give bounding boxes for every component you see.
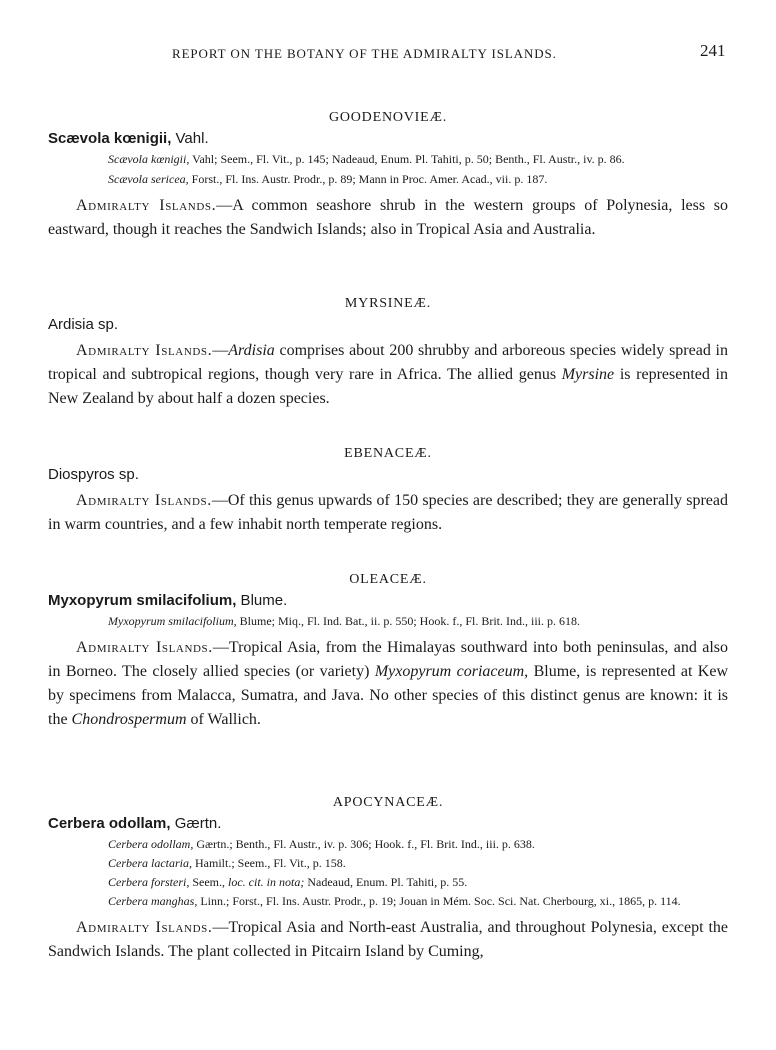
distribution-text: —A common seashore shrub in the western groups of Polynesia, less so eastward, though it reaches the Sandwich Islands; also in Tropical Asia and Australia. — [48, 197, 728, 238]
species-heading — [48, 316, 728, 333]
genus-name: Myrsine — [561, 366, 615, 383]
species-heading — [48, 466, 728, 483]
section-apocynaceae — [48, 795, 728, 964]
synonym-name: Cerbera odollam, — [108, 837, 194, 851]
synonym-reference: Blume; Miq., Fl. Ind. Bat., ii. p. 550; Hook. f., Fl. Brit. Ind., iii. p. 618. — [236, 614, 580, 628]
synonym-name: Myxopyrum smilacifolium, — [108, 614, 237, 628]
synonym-citation — [48, 836, 728, 853]
synonym-name: Scævola kœnigii, — [108, 152, 190, 166]
distribution-paragraph — [48, 916, 728, 964]
species-name: Scævola kœnigii, — [48, 130, 172, 147]
synonym-reference: Forst., Fl. Ins. Austr. Prodr., p. 89; Mann in Proc. Amer. Acad., vii. p. 187. — [188, 172, 548, 186]
section-goodenovieae — [48, 110, 728, 242]
species-heading — [48, 815, 728, 832]
distribution-text: —Tropical Asia and North-east Australia, and throughout Polynesia, except the Sandwich Islands. The plant collected in Pitcairn Island by Cuming, — [48, 919, 729, 960]
synonym-reference: Linn.; Forst., Fl. Ins. Austr. Prodr., p. 19; Jouan in Mém. Soc. Sci. Nat. Cherbourg, xi., 1865, p. 114. — [197, 894, 681, 908]
synonym-name: Scævola sericea, — [108, 172, 189, 186]
species-heading — [48, 130, 728, 147]
synonym-reference: Gærtn.; Benth., Fl. Austr., iv. p. 306; Hook. f., Fl. Brit. Ind., iii. p. 638. — [193, 837, 535, 851]
synonym-name: Cerbera lactaria, — [108, 856, 192, 870]
distribution-paragraph — [48, 489, 728, 537]
distribution-text: is represented in New Zealand by about half a dozen species. — [48, 366, 728, 407]
distribution-text: of Wallich. — [186, 711, 261, 728]
locality-label: Admiralty Islands. — [76, 197, 217, 214]
running-header — [0, 38, 776, 68]
species-author: Gærtn. — [170, 815, 222, 832]
species-author: Blume. — [236, 592, 288, 609]
distribution-text: Blume, is represented at Kew by specimens from Malacca, Sumatra, and Java. No other species of this distinct genus are known: it is the — [48, 663, 729, 728]
distribution-text: —Of this genus upwards of 150 species are described; they are generally spread in warm countries, and a few inhabit north temperate regions. — [48, 492, 728, 533]
section-oleaceae — [48, 572, 728, 732]
species-name: Ardisia sp. — [48, 316, 119, 333]
species-name: Cerbera odollam, — [48, 815, 171, 832]
locality-label: Admiralty Islands. — [76, 639, 213, 656]
synonym-reference-italic: loc. cit. in nota; — [228, 875, 305, 889]
section-myrsineae — [48, 296, 728, 411]
section-ebenaceae — [48, 446, 728, 537]
locality-label: Admiralty Islands. — [76, 492, 212, 509]
genus-name: Chondrospermum — [71, 711, 187, 728]
species-heading — [48, 592, 728, 609]
running-title: REPORT ON THE BOTANY OF THE ADMIRALTY ISLANDS. — [172, 46, 557, 61]
distribution-paragraph — [48, 636, 728, 732]
synonym-citation — [48, 171, 728, 188]
family-title: EBENACEÆ. — [344, 446, 432, 461]
distribution-text: comprises about 200 shrubby and arboreous species widely spread in tropical and subtropical regions, though very rare in Africa. The allied genus — [48, 342, 728, 383]
page-number: 241 — [700, 41, 726, 60]
locality-label: Admiralty Islands. — [76, 919, 213, 936]
synonym-citation — [48, 855, 728, 872]
species-author: Vahl. — [171, 130, 209, 147]
species-name: Myxopyrum smilacifolium, — [48, 592, 237, 609]
distribution-text: —Tropical Asia, from the Himalayas southward into both peninsulas, and also in Borneo. The closely allied species (or variety) — [48, 639, 729, 680]
synonym-citation — [48, 151, 728, 168]
family-title: MYRSINEÆ. — [344, 296, 432, 311]
synonym-reference: Nadeaud, Enum. Pl. Tahiti, p. 55. — [304, 875, 468, 889]
species-name-italic: Myxopyrum coriaceum, — [374, 663, 529, 680]
family-title: APOCYNACEÆ. — [332, 795, 444, 810]
synonym-citation — [48, 874, 728, 891]
species-name: Diospyros sp. — [48, 466, 139, 483]
synonym-name: Cerbera manghas, — [108, 894, 198, 908]
synonym-citation — [48, 613, 728, 630]
distribution-paragraph — [48, 194, 728, 242]
family-title: GOODENOVIEÆ. — [328, 110, 448, 125]
distribution-text: — — [212, 342, 229, 359]
synonym-reference: Hamilt.; Seem., Fl. Vit., p. 158. — [192, 856, 346, 870]
locality-label: Admiralty Islands. — [76, 342, 213, 359]
synonym-name: Cerbera forsteri, — [108, 875, 190, 889]
synonym-reference: Seem., — [189, 875, 229, 889]
distribution-paragraph — [48, 339, 728, 411]
family-title: OLEACEÆ. — [349, 572, 427, 587]
genus-name: Ardisia — [228, 342, 275, 359]
synonym-citation — [48, 893, 728, 910]
synonym-reference: Vahl; Seem., Fl. Vit., p. 145; Nadeaud, Enum. Pl. Tahiti, p. 50; Benth., Fl. Austr., iv. p. 86. — [189, 152, 625, 166]
